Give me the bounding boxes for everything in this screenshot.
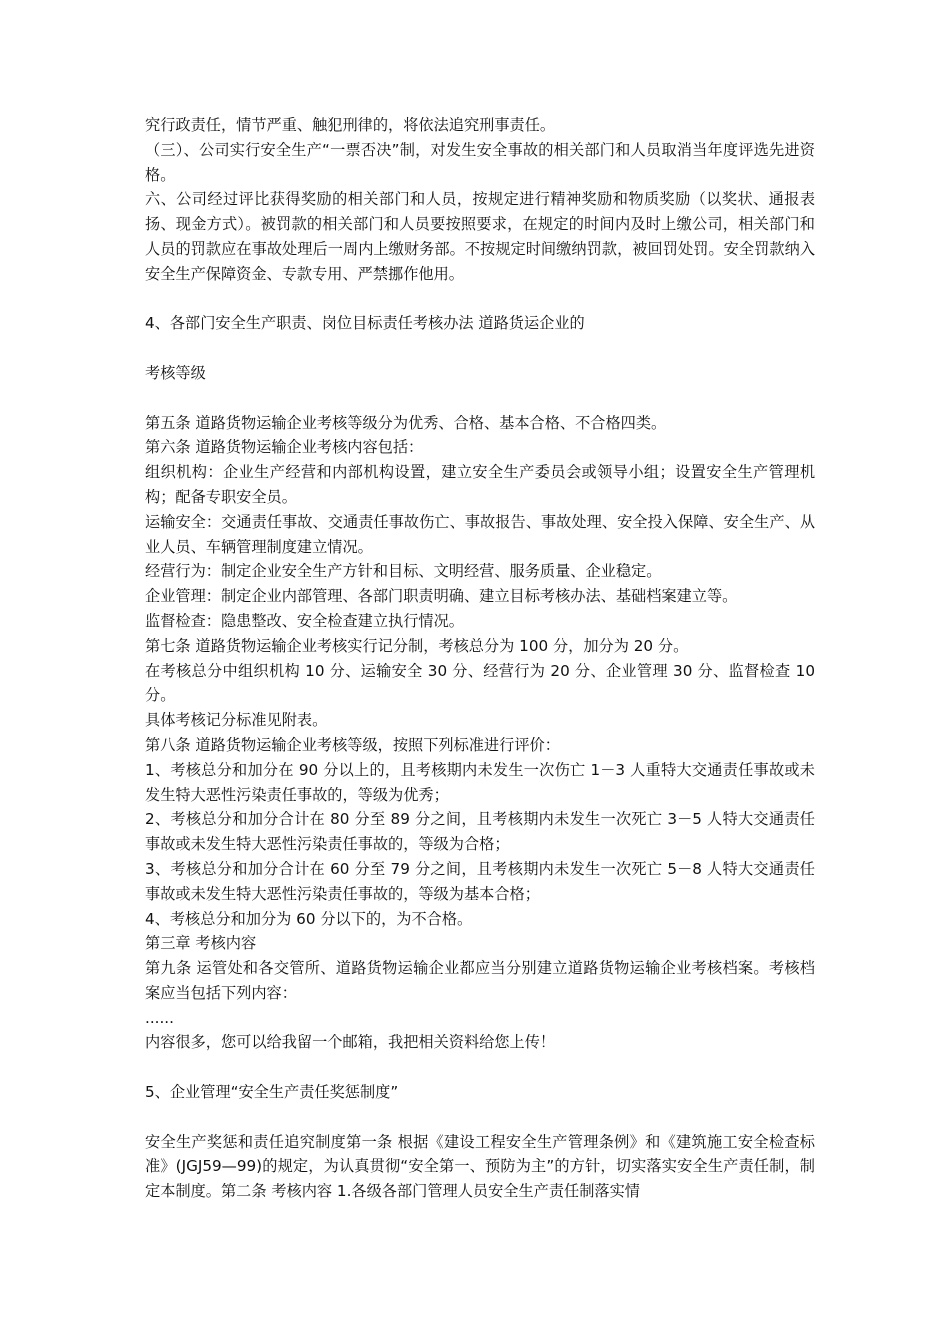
paragraph: 第八条 道路货物运输企业考核等级，按照下列标准进行评价： <box>145 735 560 754</box>
blank-line <box>145 1105 815 1130</box>
paragraph: 企业管理：制定企业内部管理、各部门职责明确、建立目标考核办法、基础档案建立等。 <box>145 587 738 606</box>
paragraph: ...... <box>145 1008 174 1027</box>
blank-line <box>145 1055 815 1080</box>
paragraph: （三）、公司实行安全生产“一票否决”制，对发生安全事故的相关部门和人员取消当年度评选先进资格。 <box>145 140 815 184</box>
paragraph: 4、考核总分和加分为 60 分以下的，为不合格。 <box>145 909 473 928</box>
blank-line <box>145 386 815 411</box>
section-heading: 5、企业管理“安全生产责任奖惩制度” <box>145 1083 399 1102</box>
paragraph: 2、考核总分和加分合计在 80 分至 89 分之间，且考核期内未发生一次死亡 3－5 人特大交通责任事故或未发生特大恶性污染责任事故的，等级为合格； <box>145 810 815 854</box>
section-heading: 4、各部门安全生产职责、岗位目标责任考核办法 道路货运企业的 <box>145 314 585 333</box>
paragraph: 1、考核总分和加分在 90 分以上的，且考核期内未发生一次伤亡 1－3 人重特大交通责任事故或未发生特大恶性污染责任事故的，等级为优秀； <box>145 760 815 804</box>
document-page <box>145 113 815 1204</box>
paragraph: 第七条 道路货物运输企业考核实行记分制，考核总分为 100 分，加分为 20 分。 <box>145 636 689 655</box>
paragraph: 监督检查：隐患整改、安全检查建立执行情况。 <box>145 611 464 630</box>
paragraph: 第九条 运管处和各交管所、道路货物运输企业都应当分别建立道路货物运输企业考核档案。考核档案应当包括下列内容： <box>145 959 815 1002</box>
paragraph: 3、考核总分和加分合计在 60 分至 79 分之间，且考核期内未发生一次死亡 5－8 人特大交通责任事故或未发生特大恶性污染责任事故的，等级为基本合格； <box>145 859 815 903</box>
paragraph: 运输安全：交通责任事故、交通责任事故伤亡、事故报告、事故处理、安全投入保障、安全生产、从业人员、车辆管理制度建立情况。 <box>145 512 815 556</box>
paragraph: 在考核总分中组织机构 10 分、运输安全 30 分、经营行为 20 分、企业管理 30 分、监督检查 10 分。 <box>145 661 815 705</box>
blank-line <box>145 287 815 312</box>
paragraph: 第三章 考核内容 <box>145 934 257 953</box>
paragraph: 安全生产奖惩和责任追究制度第一条 根据《建设工程安全生产管理条例》和《建筑施工安全检查标准》(JGJ59—99)的规定，为认真贯彻“安全第一、预防为主”的方针，切实落实安全生产责任制，制定本制度。第二条 考核内容 1.各级各部门管理人员安全生产责任制落实情 <box>145 1132 815 1201</box>
paragraph: 究行政责任，情节严重、触犯刑律的，将依法追究刑事责任。 <box>145 116 556 134</box>
paragraph: 组织机构：企业生产经营和内部机构设置，建立安全生产委员会或领导小组；设置安全生产管理机构；配备专职安全员。 <box>145 463 815 506</box>
paragraph: 六、公司经过评比获得奖励的相关部门和人员，按规定进行精神奖励和物质奖励（以奖状、通报表扬、现金方式）。被罚款的相关部门和人员要按照要求，在规定的时间内及时上缴公司，相关部门和人员的罚款应在事故处理后一周内上缴财务部。不按规定时间缴纳罚款，被回罚处罚。安全罚款纳入安全生产保障资金、专款专用、严禁挪作他用。 <box>145 190 815 283</box>
section-heading: 考核等级 <box>145 363 206 382</box>
paragraph: 第五条 道路货物运输企业考核等级分为优秀、合格、基本合格、不合格四类。 <box>145 413 667 432</box>
paragraph: 具体考核记分标准见附表。 <box>145 711 328 730</box>
blank-line <box>145 336 815 361</box>
paragraph: 内容很多，您可以给我留一个邮箱，我把相关资料给您上传！ <box>145 1033 556 1052</box>
paragraph: 经营行为：制定企业安全生产方针和目标、文明经营、服务质量、企业稳定。 <box>145 562 662 581</box>
paragraph: 第六条 道路货物运输企业考核内容包括： <box>145 438 424 457</box>
